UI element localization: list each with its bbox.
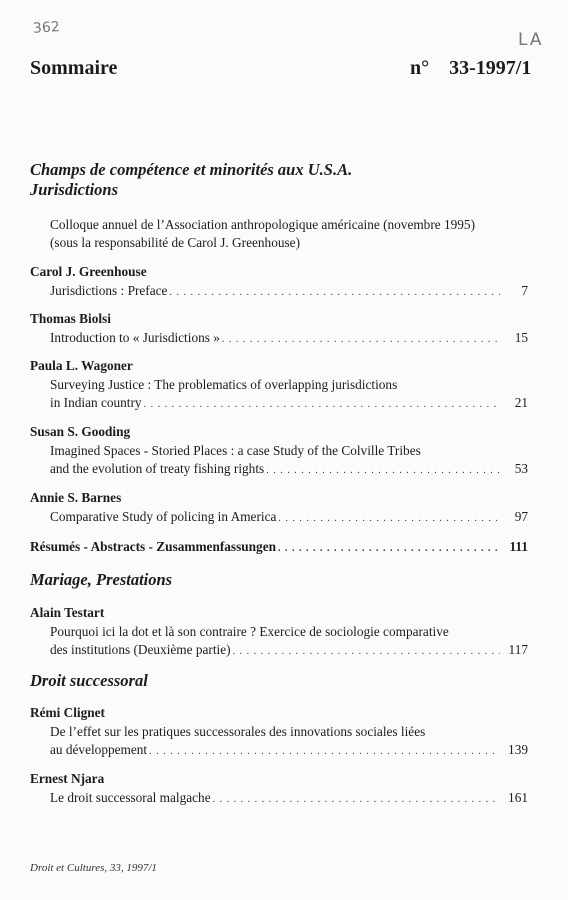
dot-leader: [278, 510, 500, 528]
dot-leader: [278, 543, 500, 554]
entry-title-line: Pourquoi ici la dot et là son contraire ? Exercice de sociologie comparative: [50, 624, 449, 639]
page-title: Sommaire: [30, 57, 118, 79]
dot-leader: [266, 462, 500, 480]
entry-author: Annie S. Barnes: [30, 490, 122, 505]
page-number: 15: [514, 330, 528, 345]
dot-leader: [233, 643, 500, 661]
issue-prefix: n°: [410, 57, 430, 79]
toc-entry[interactable]: [50, 282, 528, 302]
entry-title-line: De l’effet sur les pratiques successorales des innovations sociales liées: [50, 724, 426, 739]
entry-title-line: au développement: [50, 742, 148, 757]
page-number: 21: [514, 395, 528, 410]
dot-leader: [149, 743, 500, 761]
section-title-mariage: Mariage, Prestations: [30, 570, 173, 589]
toc-entry[interactable]: [50, 723, 528, 761]
section-intro: Colloque annuel de l’Association anthropologique américaine (novembre 1995) (sous la responsabilité de Carol J. Greenhouse): [50, 217, 476, 250]
entry-author: Thomas Biolsi: [30, 311, 111, 326]
issue-number: [410, 57, 531, 80]
entry-title-line: Imagined Spaces - Storied Places : a case Study of the Colville Tribes: [50, 443, 421, 458]
entry-title: Comparative Study of policing in America: [50, 509, 277, 524]
entry-title: Le droit successoral malgache: [50, 790, 211, 805]
page-number: 117: [508, 642, 528, 657]
section-title-droit-successoral: Droit successoral: [30, 671, 148, 690]
dot-leader: [222, 331, 500, 349]
toc-entry[interactable]: [50, 623, 528, 661]
journal-footer: Droit et Cultures, 33, 1997/1: [30, 862, 157, 874]
toc-entry[interactable]: [50, 508, 528, 528]
entry-author: Susan S. Gooding: [30, 424, 131, 439]
issue-number-value: 33-1997/1: [449, 57, 532, 79]
page-number: 53: [514, 461, 528, 476]
page-number: 7: [521, 283, 528, 298]
entry-author: Paula L. Wagoner: [30, 358, 133, 373]
entry-title-line: Surveying Justice : The problematics of overlapping jurisdictions: [50, 377, 398, 392]
toc-entry[interactable]: [50, 442, 528, 480]
entry-author: Carol J. Greenhouse: [30, 264, 147, 279]
entry-title: Jurisdictions : Preface: [50, 283, 168, 298]
entry-title: Introduction to « Jurisdictions »: [50, 330, 220, 345]
page-number: 111: [509, 539, 528, 554]
entry-author: Alain Testart: [30, 605, 105, 620]
toc-entry[interactable]: [50, 329, 528, 349]
toc-entry[interactable]: [50, 789, 528, 809]
page-number: 139: [508, 742, 528, 757]
handwritten-number: 362: [32, 19, 61, 37]
dot-leader: [169, 284, 500, 302]
toc-entry-resumes[interactable]: [30, 539, 528, 555]
entry-title-line: in Indian country: [50, 395, 142, 410]
page-number: 161: [508, 790, 528, 805]
page-number: 97: [514, 509, 528, 524]
entry-title-line: and the evolution of treaty fishing rights: [50, 461, 265, 476]
entry-author: Ernest Njara: [30, 771, 105, 786]
entry-author: Rémi Clignet: [30, 705, 105, 720]
section-title-jurisdictions: Champs de compétence et minorités aux U.S.A. Jurisdictions: [30, 160, 353, 199]
resumes-label: Résumés - Abstracts - Zusammenfassungen: [30, 539, 276, 554]
entry-title-line: des institutions (Deuxième partie): [50, 642, 231, 657]
dot-leader: [144, 396, 500, 414]
dot-leader: [213, 791, 500, 809]
handwritten-initials: LA: [518, 30, 544, 50]
toc-entry[interactable]: [50, 376, 528, 414]
